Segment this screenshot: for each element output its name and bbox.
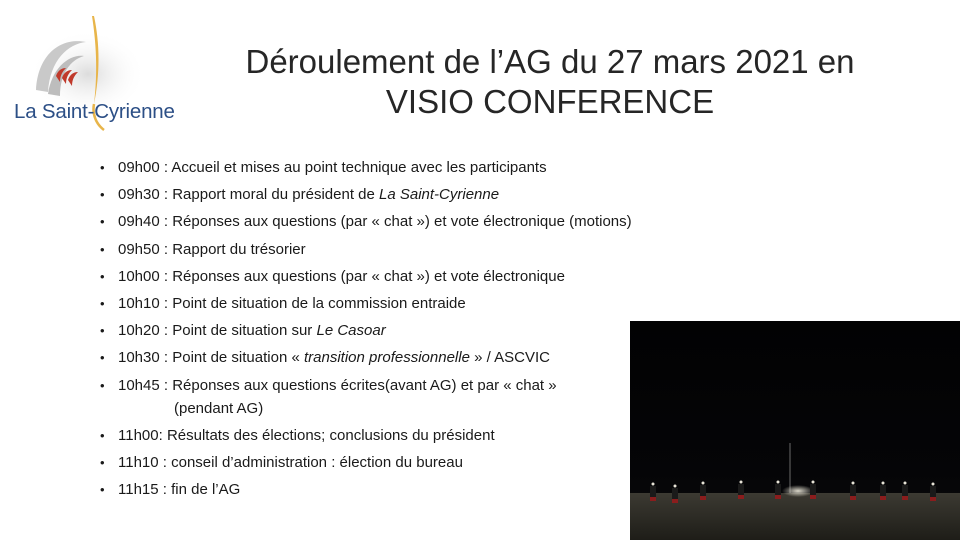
agenda-text: Rapport du trésorier <box>172 240 306 258</box>
page-title <box>190 42 910 122</box>
agenda-text: Résultats des élections; conclusions du président <box>166 426 495 444</box>
agenda-time: 10h00 : <box>118 267 169 285</box>
agenda-item <box>100 158 700 185</box>
agenda-item <box>100 294 700 321</box>
logo-text: La Saint-Cyrienne <box>14 100 175 123</box>
agenda-time: 11h00: <box>118 426 163 444</box>
agenda-time: 09h30 : <box>118 186 169 204</box>
title-line-2: VISIO CONFERENCE <box>385 83 715 121</box>
agenda-item <box>100 376 700 426</box>
agenda-item <box>100 480 700 507</box>
agenda-time: 10h45 : <box>118 376 169 394</box>
agenda-text: conseil d’administration : élection du bureau <box>171 453 463 471</box>
agenda-text: fin de l’AG <box>171 480 241 498</box>
agenda-item <box>100 321 700 348</box>
agenda-text: Point de situation sur <box>172 322 313 340</box>
agenda-text: Réponses aux questions (par « chat ») et vote électronique <box>172 267 565 285</box>
agenda-text: Rapport moral du président de <box>172 186 375 204</box>
agenda-time: 10h20 : <box>118 322 169 340</box>
agenda-time: 11h10 : <box>118 453 167 471</box>
agenda-emphasis: Le Casoar <box>316 322 386 340</box>
agenda-emphasis: transition professionnelle <box>303 349 470 367</box>
agenda-item <box>100 453 700 480</box>
agenda-time: 09h00 : <box>118 159 169 176</box>
agenda-item <box>100 426 700 453</box>
agenda-time: 10h30 : <box>118 349 169 367</box>
agenda-item <box>100 240 700 267</box>
agenda-text: Accueil et mises au point technique avec les participants <box>171 159 547 176</box>
agenda-item <box>100 185 700 212</box>
agenda-text: Point de situation de la commission entraide <box>172 294 466 312</box>
agenda-time: 11h15 : <box>118 480 167 498</box>
agenda-text-continuation: (pendant AG) <box>174 399 264 417</box>
agenda-item <box>100 267 700 294</box>
agenda-text: Réponses aux questions (par « chat ») et vote électronique (motions) <box>172 213 632 231</box>
title-line-1: Déroulement de l’AG du 27 mars 2021 en <box>245 43 855 81</box>
agenda-time: 09h50 : <box>118 240 169 258</box>
saint-cyrienne-logo <box>8 12 180 140</box>
agenda-time: 10h10 : <box>118 294 169 312</box>
agenda-item <box>100 348 700 375</box>
ceremony-photo <box>630 321 960 540</box>
agenda-emphasis: La Saint-Cyrienne <box>379 186 500 204</box>
agenda-text: Réponses aux questions écrites(avant AG) et par « chat » <box>172 376 557 394</box>
agenda-text: Point de situation « <box>172 349 300 367</box>
agenda-text-suffix: » / ASCVIC <box>474 349 550 367</box>
agenda-time: 09h40 : <box>118 213 169 231</box>
ceremony-scene-image <box>630 321 960 540</box>
agenda-list <box>100 158 700 507</box>
agenda-item <box>100 212 700 239</box>
